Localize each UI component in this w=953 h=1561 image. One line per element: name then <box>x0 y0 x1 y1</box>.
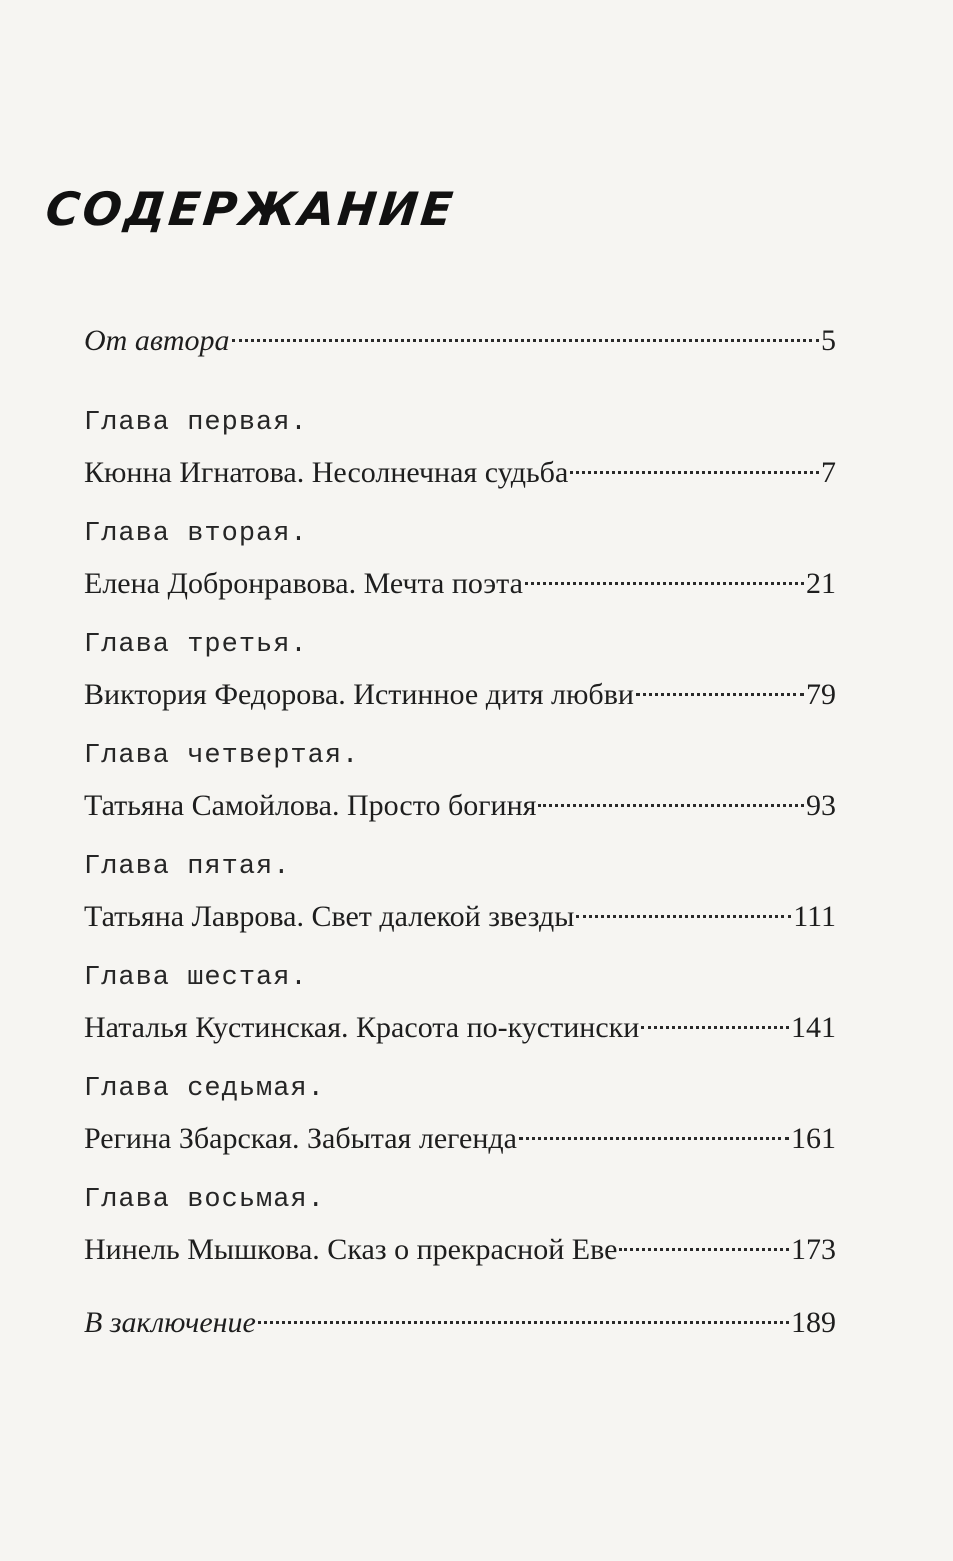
toc-entry-title: Татьяна Самойлова. Просто богиня <box>84 789 537 822</box>
chapter-label: Глава четвертая. <box>84 741 360 771</box>
toc-entry-chapter-8 <box>84 1181 836 1266</box>
toc-page-number: 5 <box>821 324 836 357</box>
dot-leader <box>519 1108 789 1148</box>
toc-entry-chapter-2 <box>84 515 836 600</box>
toc-page-number: 93 <box>806 789 836 822</box>
toc-entry-intro <box>84 310 836 358</box>
toc-page-number: 7 <box>821 456 836 489</box>
toc-entry-chapter-5 <box>84 848 836 933</box>
dot-leader <box>570 442 819 482</box>
toc-entry-chapter-4 <box>84 737 836 822</box>
toc-entry-chapter-1 <box>84 404 836 489</box>
toc-entry-chapter-7 <box>84 1070 836 1155</box>
chapter-label: Глава седьмая. <box>84 1074 325 1104</box>
dot-leader <box>619 1219 789 1259</box>
toc-line <box>84 997 836 1044</box>
toc-line <box>84 1108 836 1155</box>
toc-line <box>84 775 836 822</box>
dot-leader <box>232 310 819 350</box>
toc-entry-title: От автора <box>84 324 230 357</box>
dot-leader <box>538 775 804 815</box>
toc-entry-title: Регина Збарская. Забытая легенда <box>84 1122 517 1155</box>
toc-line <box>84 310 836 357</box>
chapter-label: Глава вторая. <box>84 519 308 549</box>
toc-line <box>84 553 836 600</box>
table-of-contents <box>84 310 836 1339</box>
toc-page-number: 21 <box>806 567 836 600</box>
toc-entry-chapter-6 <box>84 959 836 1044</box>
toc-page-number: 141 <box>791 1011 836 1044</box>
chapter-label: Глава пятая. <box>84 852 291 882</box>
toc-page-number: 189 <box>791 1306 836 1339</box>
toc-page-number: 111 <box>793 900 836 933</box>
dot-leader <box>636 664 804 704</box>
chapter-label: Глава первая. <box>84 408 308 438</box>
toc-entry-title: Виктория Федорова. Истинное дитя любви <box>84 678 634 711</box>
toc-entry-title: Наталья Кустинская. Красота по-кустински <box>84 1011 640 1044</box>
toc-page-number: 173 <box>791 1233 836 1266</box>
toc-entry-title: Кюнна Игнатова. Несолнечная судьба <box>84 456 569 489</box>
toc-line <box>84 664 836 711</box>
toc-line <box>84 442 836 489</box>
toc-line <box>84 886 836 933</box>
toc-entry-title: В заключение <box>84 1306 256 1339</box>
toc-entry-title: Елена Добронравова. Мечта поэта <box>84 567 523 600</box>
toc-page-number: 161 <box>791 1122 836 1155</box>
dot-leader <box>576 886 791 926</box>
chapter-label: Глава третья. <box>84 630 308 660</box>
toc-entry-title: Нинель Мышкова. Сказ о прекрасной Еве <box>84 1233 618 1266</box>
toc-page-number: 79 <box>806 678 836 711</box>
toc-line <box>84 1219 836 1266</box>
toc-entry-outro <box>84 1292 836 1339</box>
dot-leader <box>525 553 804 593</box>
toc-entry-chapter-3 <box>84 626 836 711</box>
chapter-label: Глава восьмая. <box>84 1185 325 1215</box>
chapter-label: Глава шестая. <box>84 963 308 993</box>
toc-line <box>84 1292 836 1339</box>
dot-leader <box>641 997 789 1037</box>
page-title: СОДЕРЖАНИЕ <box>43 182 459 236</box>
toc-entry-title: Татьяна Лаврова. Свет далекой звезды <box>84 900 575 933</box>
dot-leader <box>258 1292 789 1332</box>
